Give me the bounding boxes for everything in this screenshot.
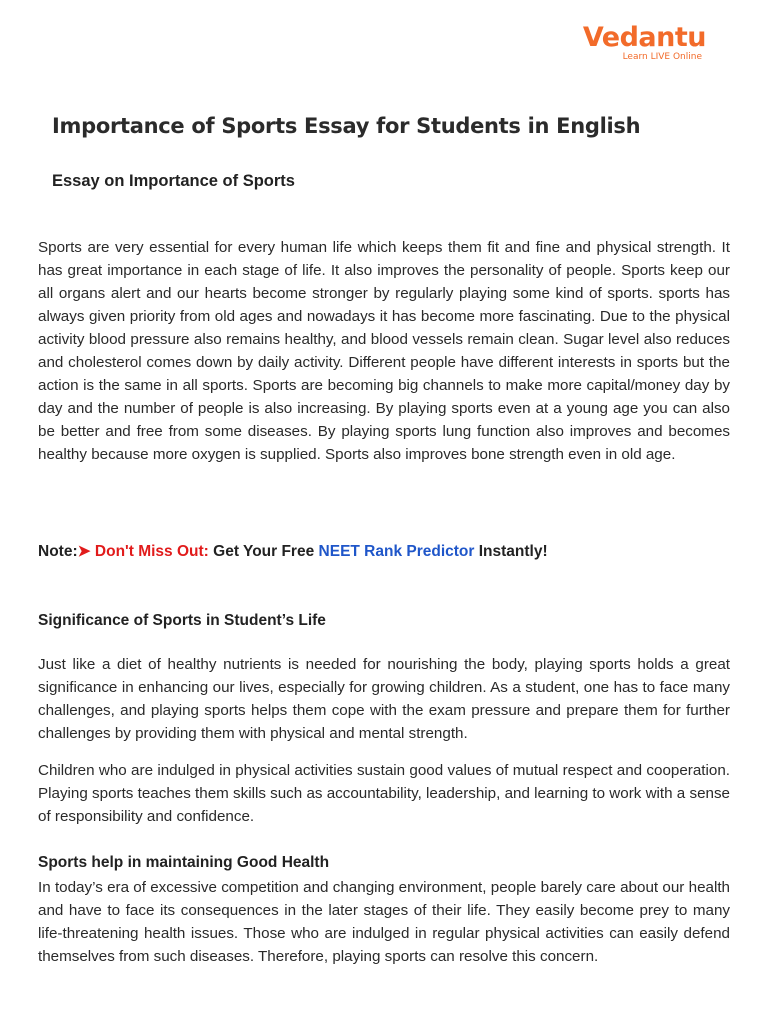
page-title: Importance of Sports Essay for Students in English [52,114,641,138]
logo-wordmark: Vedantu [582,22,706,53]
note-text: Get Your Free [213,543,315,560]
significance-paragraph-2: Children who are indulged in physical activities sustain good values of mutual respect and cooperation. Playing sports teaches them skills such as accountability, leadership, and learning to work with a sense of responsibility and confidence. [38,762,730,825]
note-end: Instantly! [478,543,548,560]
significance-section [38,653,730,828]
neet-rank-predictor-link[interactable]: NEET Rank Predictor [318,543,475,560]
essay-subtitle: Essay on Importance of Sports [52,172,295,190]
section-heading-significance: Significance of Sports in Student’s Life [38,612,326,629]
intro-section [38,236,730,466]
significance-paragraph-1: Just like a diet of healthy nutrients is needed for nourishing the body, playing sports holds a great significance in enhancing our lives, especially for growing children. As a student, one has to face many challenges, and playing sports helps them cope with the exam pressure and prepare them for further challenges by providing them with physical and mental strength. [38,656,730,742]
logo-tagline: Learn LIVE Online [622,52,702,62]
note-line [38,542,548,561]
note-label: Note: [38,543,78,560]
good-health-paragraph: In today’s era of excessive competition and changing environment, people barely care about our health and have to face its consequences in the later stages of their life. They easily become prey to many life-threatening health issues. Those who are indulged in regular physical activities can easily defend themselves from such diseases. Therefore, playing sports can resolve this concern. [38,879,730,965]
intro-paragraph: Sports are very essential for every human life which keeps them fit and fine and physical strength. It has great importance in each stage of life. It also improves the personality of people. Sports keep our all organs alert and our hearts become stronger by regularly playing some kind of sports. sports has always given priority from old ages and nowadays it has become more fascinating. Due to the physical activity blood pressure also remains healthy, and blood vessels remain clean. Sugar level also reduces and cholesterol comes down by daily activity. Different people have different interests in sports but the action is the same in all sports. Sports are becoming big channels to make more capital/money day by day and the number of people is also increasing. By playing sports even at a young age you can also be better and free from some diseases. By playing sports lung function also improves and becomes healthy because more oxygen is supplied. Sports also improves bone strength even in old age. [38,239,730,463]
logo [583,22,706,62]
good-health-section [38,876,730,968]
section-heading-good-health: Sports help in maintaining Good Health [38,854,330,871]
note-highlight: Don't Miss Out: [94,543,209,560]
arrow-icon: ➤ [77,543,91,560]
